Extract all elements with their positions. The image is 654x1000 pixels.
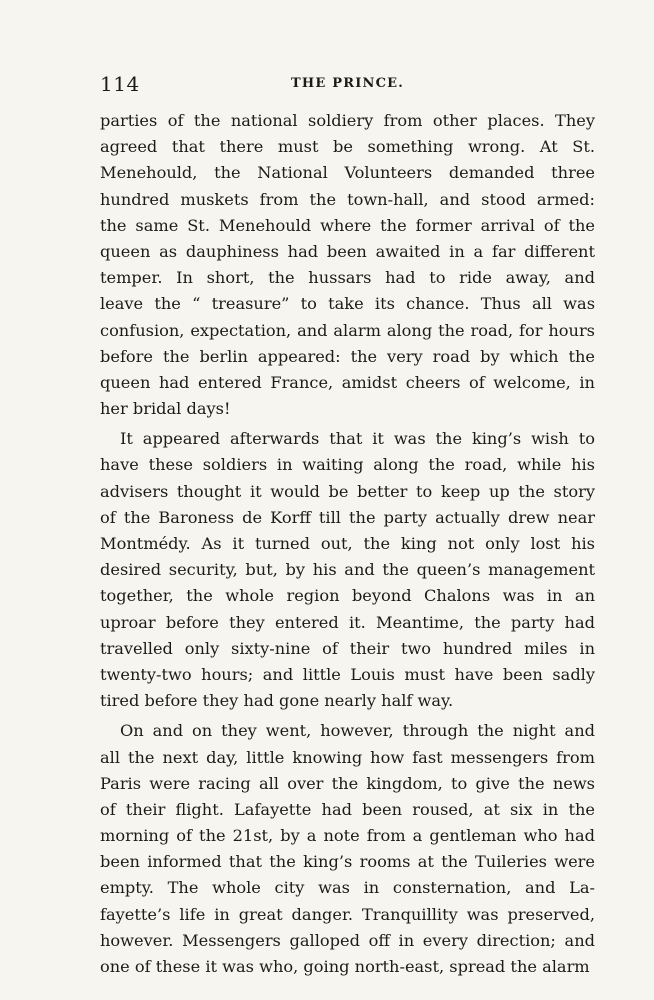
text-line: empty. The whole city was in consternation, and La- — [100, 878, 595, 898]
text-line: tired before they had gone nearly half way. — [100, 691, 454, 711]
page-number: 114 — [100, 72, 140, 96]
text-line: morning of the 21st, by a note from a gentleman who had — [100, 826, 595, 846]
paragraph — [100, 108, 595, 422]
text-line: Menehould, the National Volunteers demanded three — [100, 163, 595, 183]
text-line: however. Messengers galloped off in every direction; and — [100, 930, 595, 950]
text-line: desired security, but, by his and the queen’s management — [100, 560, 595, 580]
text-line: temper. In short, the hussars had to ride away, and — [100, 268, 595, 288]
text-line: It appeared afterwards that it was the king’s wish to — [120, 429, 595, 449]
text-line: agreed that there must be something wrong. At St. — [100, 137, 595, 157]
text-line: twenty-two hours; and little Louis must have been sadly — [100, 664, 595, 684]
text-line: Montmédy. As it turned out, the king not only lost his — [100, 534, 595, 553]
text-line: hundred muskets from the town-hall, and stood armed: — [100, 189, 595, 209]
text-line: the same St. Menehould where the former arrival of the — [100, 215, 595, 235]
text-line: leave the “ treasure” to take its chance. Thus all was — [100, 294, 595, 314]
text-line: have these soldiers in waiting along the road, while his — [100, 455, 595, 475]
text-line: of their flight. Lafayette had been roused, at six in the — [100, 799, 595, 819]
paragraph — [100, 426, 595, 714]
text-line: fayette’s life in great danger. Tranquillity was preserved, — [100, 904, 595, 924]
text-line: of the Baroness de Korff till the party actually drew near — [100, 507, 595, 527]
text-line: parties of the national soldiery from other places. They — [100, 111, 595, 130]
paragraph — [100, 718, 595, 980]
body-text — [100, 108, 595, 980]
text-line: been informed that the king’s rooms at the Tuileries were — [100, 852, 595, 872]
text-line: On and on they went, however, through the night and — [120, 721, 595, 741]
text-line: confusion, expectation, and alarm along the road, for hours — [100, 320, 595, 340]
running-head: THE PRINCE. — [291, 76, 404, 91]
text-line: Paris were racing all over the kingdom, to give the news — [100, 773, 595, 793]
text-line: together, the whole region beyond Chalons was in an — [100, 586, 595, 606]
text-line: all the next day, little knowing how fast messengers from — [100, 747, 595, 767]
text-line: advisers thought it would be better to keep up the story — [100, 481, 595, 501]
text-line: uproar before they entered it. Meantime, the party had — [100, 612, 595, 632]
text-line: travelled only sixty-nine of their two hundred miles in — [100, 638, 595, 658]
text-line: her bridal days! — [100, 399, 231, 419]
text-line: queen had entered France, amidst cheers of welcome, in — [100, 372, 595, 392]
text-line: queen as dauphiness had been awaited in a far different — [100, 241, 595, 261]
text-line: one of these it was who, going north-east, spread the alarm — [100, 957, 590, 976]
page-header — [100, 72, 595, 96]
text-line: before the berlin appeared: the very road by which the — [100, 346, 595, 366]
